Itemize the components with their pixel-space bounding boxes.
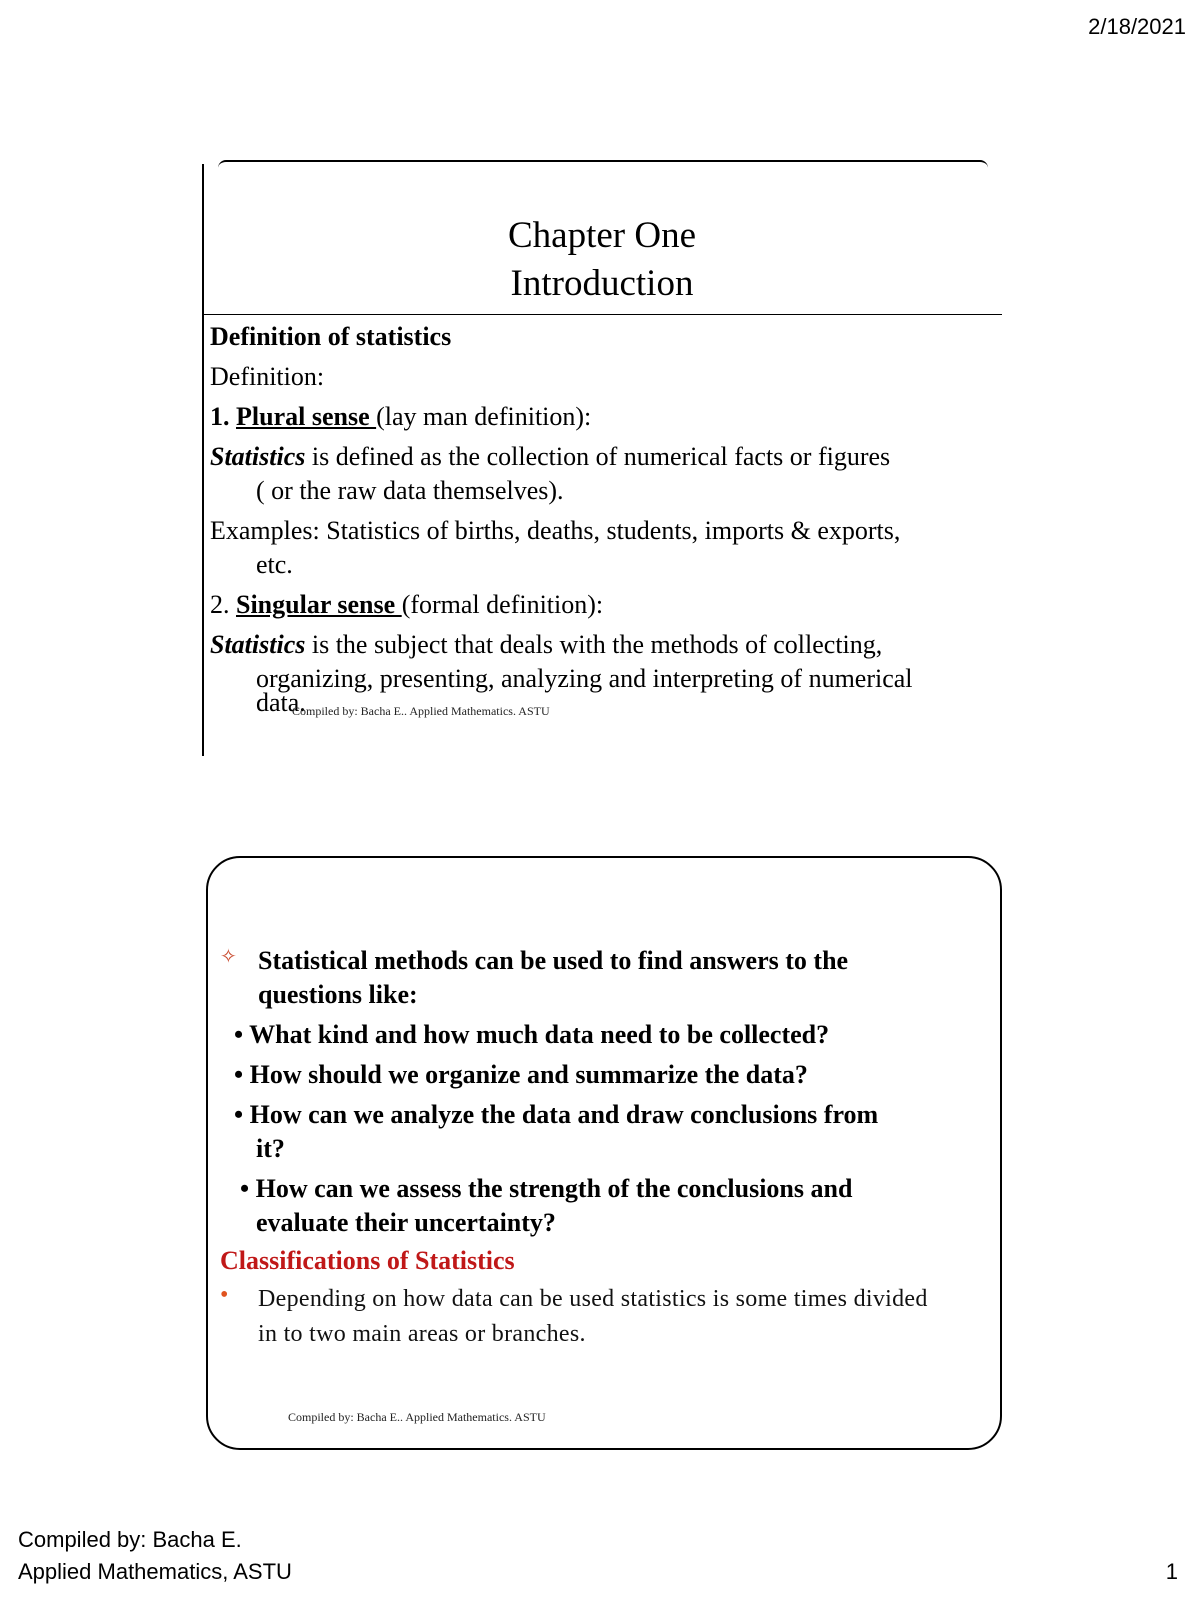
title-line-2: Introduction: [510, 263, 694, 304]
singular-def-term: Statistics: [210, 630, 306, 659]
definition-label: Definition:: [210, 362, 325, 391]
handout-date: 2/18/2021: [1088, 14, 1186, 39]
slide-2-body: [212, 944, 992, 1352]
plural-def-term: Statistics: [210, 442, 306, 471]
dot-bullet-icon: •: [220, 1282, 229, 1308]
footer-author: Compiled by: Bacha E.: [18, 1527, 242, 1552]
plural-note: (lay man definition):: [376, 402, 592, 431]
classifications-heading: Classifications of Statistics: [220, 1246, 515, 1275]
singular-sense-line: [210, 588, 1000, 622]
slide-2: [206, 856, 1002, 1450]
question-item: • How can we analyze the data and draw conclusions from: [234, 1100, 879, 1129]
classification-bullet: [212, 1282, 992, 1352]
slide-2-credit: Compiled by: Bacha E.. Applied Mathematics. ASTU: [288, 1410, 546, 1424]
plural-sense-line: [210, 400, 1000, 434]
examples-line: Examples: Statistics of births, deaths, students, imports & exports,: [210, 516, 901, 545]
plural-definition-cont: ( or the raw data themselves).: [256, 476, 564, 505]
classification-line-1: Depending on how data can be used statistics is some times divided: [258, 1286, 928, 1312]
singular-definition-cont-2: data.: [256, 688, 306, 717]
plural-number: 1.: [210, 402, 236, 431]
title-divider: [202, 314, 1002, 315]
singular-note: (formal definition):: [401, 590, 604, 619]
intro-bullet: [212, 944, 992, 1012]
plural-term: Plural sense: [236, 402, 377, 431]
examples-cont: etc.: [256, 550, 293, 579]
slide-title: [202, 212, 1002, 308]
singular-definition-cont-1: organizing, presenting, analyzing and interpreting of numerical: [256, 664, 913, 693]
intro-line-2: questions like:: [258, 980, 418, 1009]
title-line-1: Chapter One: [507, 215, 697, 256]
singular-term: Singular sense: [236, 590, 402, 619]
intro-line-1: Statistical methods can be used to find answers to the: [258, 946, 849, 975]
slide-1-credit: Compiled by: Bacha E.. Applied Mathematics. ASTU: [292, 704, 550, 718]
question-item-cont: it?: [256, 1134, 285, 1163]
singular-number: 2.: [210, 590, 236, 619]
question-item: • How should we organize and summarize the data?: [234, 1060, 808, 1089]
page-number: 1: [1165, 1559, 1178, 1584]
diamond-bullet-icon: ✧: [220, 946, 237, 968]
singular-definition: [210, 628, 1000, 662]
slide-frame-top: [218, 160, 988, 168]
handout-footer: [18, 1524, 292, 1588]
slide-1: [202, 160, 1002, 754]
section-heading: Definition of statistics: [210, 322, 452, 351]
question-item: • What kind and how much data need to be collected?: [234, 1020, 830, 1049]
singular-def-text: is the subject that deals with the methods of collecting,: [305, 630, 883, 659]
plural-definition: [210, 440, 1000, 474]
question-list: [212, 1018, 992, 1240]
question-item-cont: evaluate their uncertainty?: [256, 1208, 556, 1237]
plural-def-text: is defined as the collection of numerical facts or figures: [305, 442, 891, 471]
slide-1-body: [210, 318, 1000, 720]
classification-line-2: in to two main areas or branches.: [258, 1321, 586, 1347]
footer-department: Applied Mathematics, ASTU: [18, 1559, 292, 1584]
question-item: • How can we assess the strength of the conclusions and: [240, 1174, 853, 1203]
